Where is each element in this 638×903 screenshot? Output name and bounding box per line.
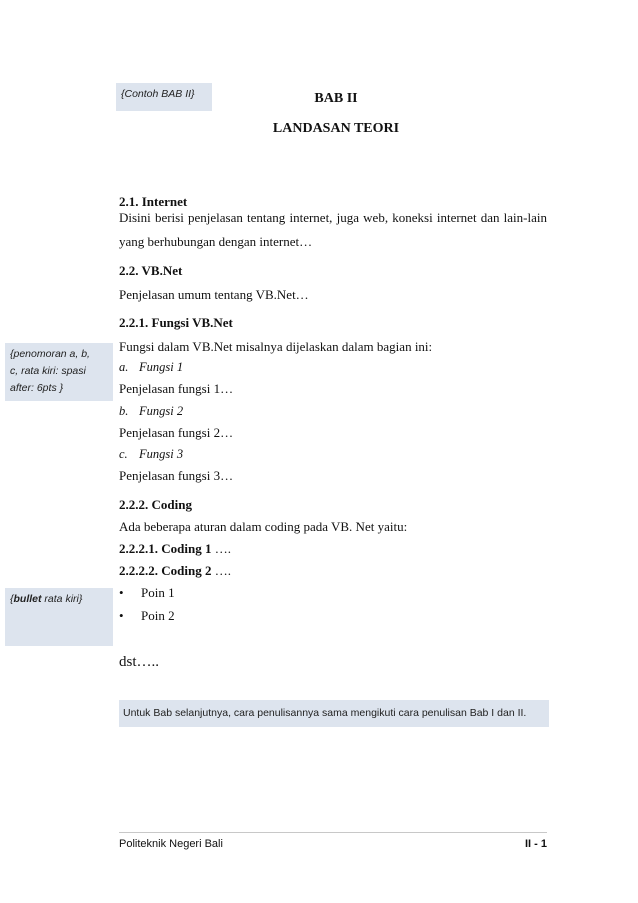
- footer-institution: Politeknik Negeri Bali: [119, 838, 223, 850]
- subsection-coding-1: [119, 541, 231, 557]
- example-note-text: {Contoh BAB II}: [121, 88, 195, 100]
- list-label-fungsi-1: Fungsi 1: [139, 360, 184, 374]
- bullet-item-2: [119, 608, 175, 624]
- numbering-note: [5, 343, 113, 401]
- list-label-fungsi-3: Fungsi 3: [139, 447, 184, 461]
- section-heading-vbnet: 2.2. VB.Net: [119, 263, 183, 278]
- subsection-coding-2-label: 2.2.2.2. Coding 2: [119, 563, 212, 578]
- subsection-coding-2: [119, 563, 231, 579]
- paragraph-fungsi-1: Penjelasan fungsi 1…: [119, 381, 234, 396]
- bullet-note-suffix: rata kiri}: [41, 593, 83, 605]
- list-item-fungsi-2: [119, 404, 183, 419]
- list-marker-b: b.: [119, 404, 129, 418]
- subsection-coding-2-rest: ….: [211, 563, 231, 578]
- chapter-title: LANDASAN TEORI: [272, 121, 400, 136]
- list-item-fungsi-3: [119, 447, 183, 462]
- section-heading-internet: 2.1. Internet: [119, 194, 188, 209]
- bullet-note-prefix: {: [10, 593, 14, 605]
- bullet-text-1: Poin 1: [141, 585, 175, 600]
- bullet-note-bold: bullet: [13, 593, 42, 605]
- list-label-fungsi-2: Fungsi 2: [139, 404, 184, 418]
- numbering-note-line1: {penomoran a, b,: [10, 348, 90, 360]
- paragraph-internet-line2: yang berhubungan dengan internet…: [119, 234, 313, 249]
- bullet-dot-1: •: [119, 585, 124, 600]
- paragraph-vbnet: Penjelasan umum tentang VB.Net…: [119, 287, 309, 302]
- paragraph-fungsi-2: Penjelasan fungsi 2…: [119, 425, 234, 440]
- numbering-note-line2: c, rata kiri: spasi: [10, 365, 86, 377]
- list-marker-a: a.: [119, 360, 129, 374]
- paragraph-coding: Ada beberapa aturan dalam coding pada VB. Net yaitu:: [119, 519, 408, 534]
- section-heading-fungsi: 2.2.1. Fungsi VB.Net: [119, 315, 233, 330]
- footer-divider: [119, 832, 547, 833]
- list-item-fungsi-1: [119, 360, 183, 375]
- numbering-note-line3: after: 6pts }: [10, 382, 64, 394]
- subsection-coding-1-rest: ….: [211, 541, 231, 556]
- bullet-dot-2: •: [119, 608, 124, 623]
- paragraph-internet-line1: Disini berisi penjelasan tentang internet, juga web, koneksi internet dan lain-lain: [119, 210, 547, 225]
- closing-note: [119, 700, 549, 727]
- section-heading-coding: 2.2.2. Coding: [119, 497, 192, 512]
- continuation-text: dst…..: [119, 654, 160, 670]
- list-marker-c: c.: [119, 447, 128, 461]
- paragraph-fungsi: Fungsi dalam VB.Net misalnya dijelaskan dalam bagian ini:: [119, 339, 433, 354]
- subsection-coding-1-label: 2.2.2.1. Coding 1: [119, 541, 212, 556]
- example-note: [116, 83, 212, 111]
- chapter-number: BAB II: [314, 91, 358, 106]
- footer-page-number: II - 1: [524, 838, 547, 850]
- closing-note-text: Untuk Bab selanjutnya, cara penulisannya sama mengikuti cara penulisan Bab I dan II.: [123, 707, 527, 719]
- bullet-text-2: Poin 2: [141, 608, 175, 623]
- paragraph-fungsi-3: Penjelasan fungsi 3…: [119, 468, 234, 483]
- bullet-note: [5, 588, 113, 646]
- bullet-item-1: [119, 585, 175, 601]
